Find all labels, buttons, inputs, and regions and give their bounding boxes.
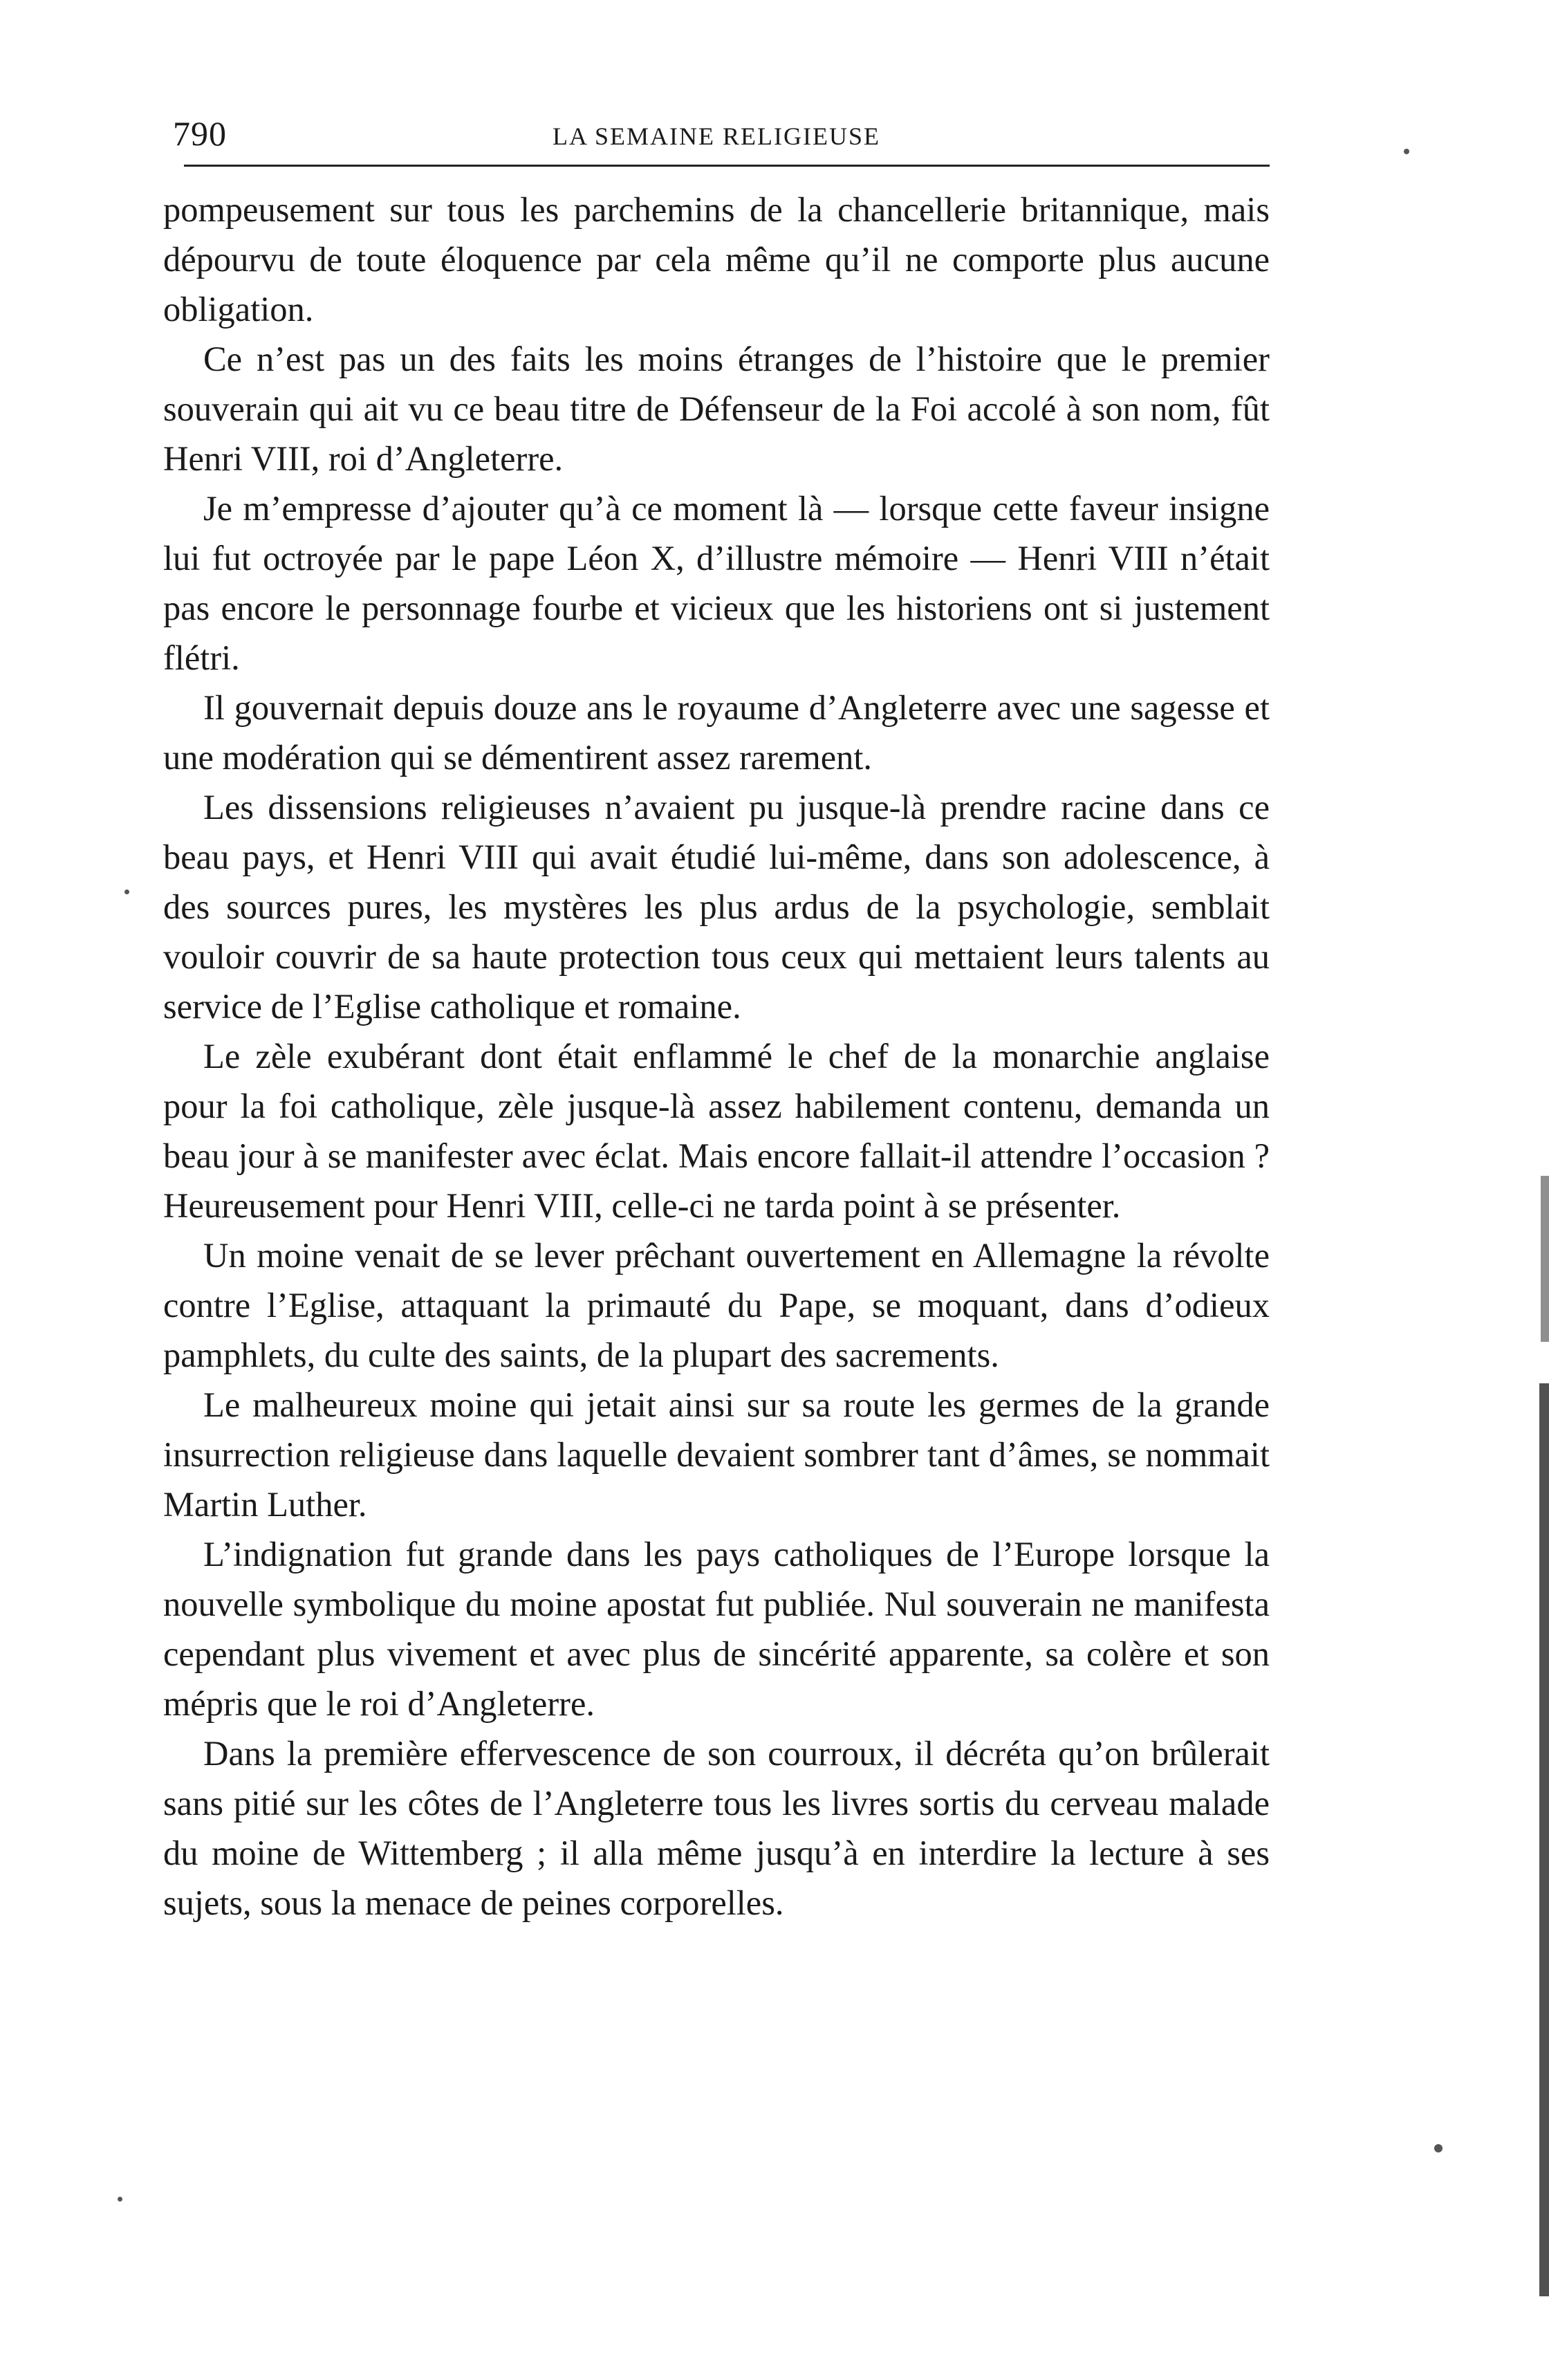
paragraph: Les dissensions religieuses n’avaient pu jusque-là prendre racine dans ce beau pays, et Henri VIII qui avait étudié lui-même, dans son adolescence, à des sources pures, les mystères les plus ardus de la psychologie, semblait vouloir couvrir de sa haute protection tous ceux qui mettaient leurs talents au service de l’Eglise catholique et romaine. xyxy=(163,788,1270,1026)
paragraph: Le zèle exubérant dont était enflammé le chef de la monarchie anglaise pour la foi catholique, zèle jusque-là assez habilement contenu, demanda un beau jour à se manifester avec éclat. Mais encore fallait-il attendre l’occasion ? Heureusement pour Henri VIII, celle-ci ne tarda point à se présenter. xyxy=(163,1037,1270,1225)
paragraph: Je m’empresse d’ajouter qu’à ce moment là — lorsque cette faveur insigne lui fut octroyée par le pape Léon X, d’illustre mémoire — Henri VIII n’était pas encore le personnage fourbe et vicieux que les historiens ont si justement flétri. xyxy=(163,489,1270,677)
page-header xyxy=(163,104,1270,160)
scan-speck xyxy=(124,889,129,894)
body-text xyxy=(163,185,1270,1928)
page xyxy=(163,104,1270,1928)
paragraph: Le malheureux moine qui jetait ainsi sur sa route les germes de la grande insurrection religieuse dans laquelle devaient sombrer tant d’âmes, se nommait Martin Luther. xyxy=(163,1385,1270,1524)
header-rule xyxy=(184,165,1270,167)
paragraph: Dans la première effervescence de son courroux, il décréta qu’on brûlerait sans pitié sur les côtes de l’Angleterre tous les livres sortis du cerveau malade du moine de Wittemberg ; il alla même jusqu’à en interdire la lecture à ses sujets, sous la menace de peines corporelles. xyxy=(163,1734,1270,1922)
paragraph: Il gouvernait depuis douze ans le royaume d’Angleterre avec une sagesse et une modération qui se démentirent assez rarement. xyxy=(163,688,1270,777)
paragraph: Un moine venait de se lever prêchant ouvertement en Allemagne la révolte contre l’Eglise, attaquant la primauté du Pape, se moquant, dans d’odieux pamphlets, du culte des saints, de la plupart des sacrements. xyxy=(163,1236,1270,1374)
scan-speck xyxy=(1404,149,1409,154)
scan-speck xyxy=(118,2197,122,2202)
paragraph: L’indignation fut grande dans les pays catholiques de l’Europe lorsque la nouvelle symbolique du moine apostat fut publiée. Nul souverain ne manifesta cependant plus vivement et avec plus de sincérité apparente, sa colère et son mépris que le roi d’Angleterre. xyxy=(163,1535,1270,1723)
scan-speck xyxy=(1434,2144,1443,2152)
page-number: 790 xyxy=(173,114,227,153)
scan-edge-mark xyxy=(1539,1383,1549,2296)
paragraph: Ce n’est pas un des faits les moins étranges de l’histoire que le premier souverain qui ait vu ce beau titre de Défenseur de la Foi accolé à son nom, fût Henri VIII, roi d’Angleterre. xyxy=(163,340,1270,478)
paragraph: pompeusement sur tous les parchemins de la chancellerie britannique, mais dépourvu de toute éloquence par cela même qu’il ne comporte plus aucune obligation. xyxy=(163,190,1270,329)
running-head: LA SEMAINE RELIGIEUSE xyxy=(553,122,880,150)
scan-edge-mark xyxy=(1541,1176,1549,1342)
